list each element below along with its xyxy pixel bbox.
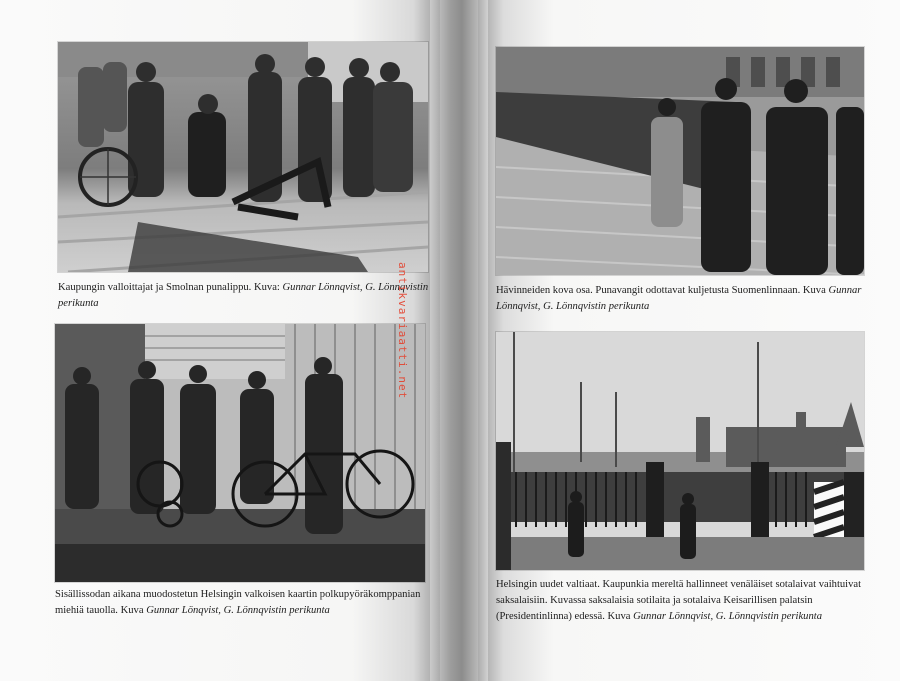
photo-city-conquerors bbox=[58, 42, 428, 272]
right-bottom-caption-text: Helsingin uudet valtiaat. Kaupunkia mereltä hallinneet venäläiset sotalaivat vaihtuivat saksalaisiin. Kuvassa saksalaisia sotilaita ja sotalaiva Keisarillisen palatsin (Presidentinlinna) edessä. Kuva bbox=[496, 579, 862, 622]
right-bottom-caption bbox=[496, 577, 868, 625]
photo-red-prisoners bbox=[496, 47, 864, 275]
right-top-caption bbox=[496, 283, 868, 315]
left-bottom-caption-text: Sisällissodan aikana muodostetun Helsingin valkoisen kaartin polkupyöräkomppanian miehiä tauolla. Kuva bbox=[55, 589, 421, 616]
photo-bicycle-company-image bbox=[55, 324, 425, 582]
book-gutter bbox=[430, 0, 488, 681]
left-top-caption-text: Kaupungin valloittajat ja Smolnan punalippu. Kuva: bbox=[58, 282, 283, 293]
right-top-caption-credit: Gunnar Lönnqvist, G. Lönnqvistin perikunta bbox=[496, 285, 862, 312]
photo-red-prisoners-image bbox=[496, 47, 864, 275]
watermark-text: antikvariaatti.net bbox=[396, 262, 409, 400]
left-top-caption-credit: Gunnar Lönnqvist, G. Lönnqvistin perikunta bbox=[58, 282, 429, 309]
photo-palace-gate-image bbox=[496, 332, 864, 570]
photo-palace-gate bbox=[496, 332, 864, 570]
left-bottom-caption-credit: Gunnar Lönqvist, G. Lönnqvistin perikunta bbox=[146, 605, 330, 616]
right-top-caption-text: Hävinneiden kova osa. Punavangit odottavat kuljetusta Suomenlinnaan. Kuva bbox=[496, 285, 829, 296]
photo-city-conquerors-image bbox=[58, 42, 428, 272]
right-bottom-caption-credit: Gunnar Lönnqvist, G. Lönnqvistin perikunta bbox=[633, 611, 823, 622]
photo-bicycle-company bbox=[55, 324, 425, 582]
left-top-caption bbox=[58, 280, 430, 312]
left-bottom-caption bbox=[55, 587, 427, 619]
